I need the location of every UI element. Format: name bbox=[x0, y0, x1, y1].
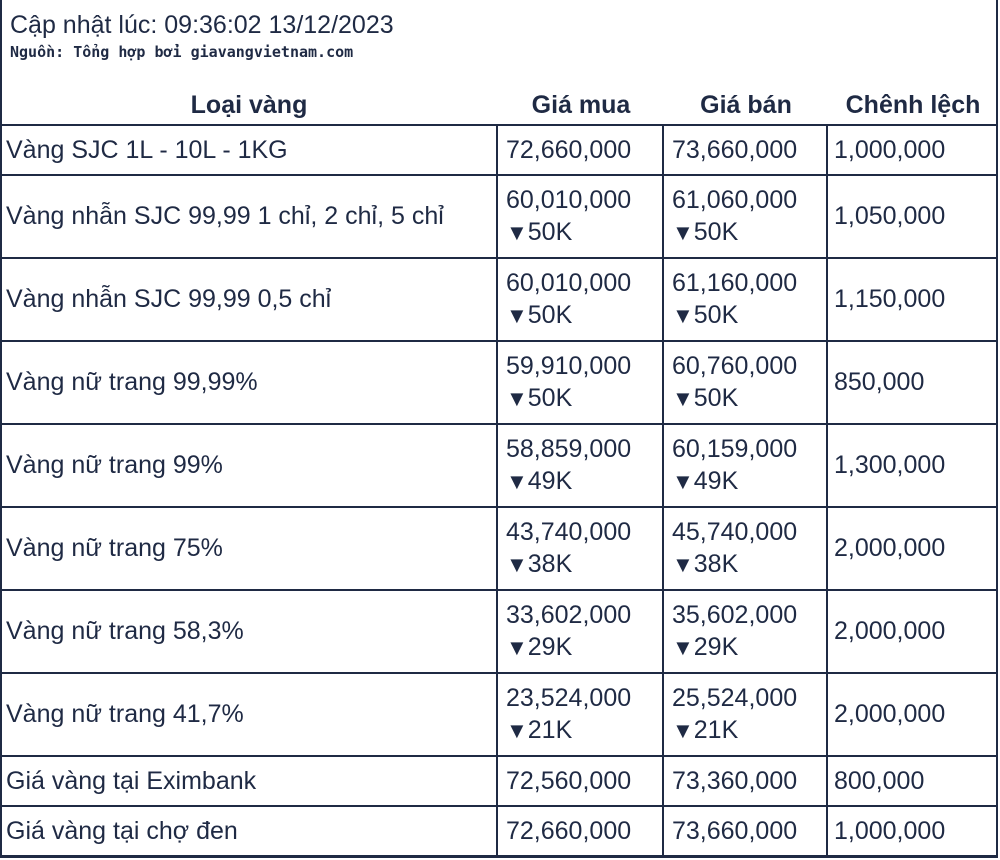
sell-price-cell bbox=[664, 508, 828, 591]
sell-price-value: 35,602,000 bbox=[672, 601, 798, 629]
buy-change bbox=[506, 465, 656, 498]
table-row bbox=[0, 508, 998, 591]
buy-change-value: 50K bbox=[527, 218, 573, 246]
buy-price-value: 59,910,000 bbox=[506, 352, 632, 380]
down-triangle-icon: ▼ bbox=[506, 718, 528, 743]
sell-change bbox=[672, 714, 820, 747]
sell-price-value: 25,524,000 bbox=[672, 684, 798, 712]
header bbox=[10, 8, 394, 62]
source-note: Nguồn: Tổng hợp bởi giavangvietnam.com bbox=[10, 43, 354, 61]
down-triangle-icon: ▼ bbox=[672, 469, 694, 494]
table-row bbox=[0, 124, 998, 176]
gold-type-cell: Vàng nhẫn SJC 99,99 1 chỉ, 2 chỉ, 5 chỉ bbox=[0, 176, 498, 259]
buy-price-value: 72,660,000 bbox=[506, 817, 632, 845]
buy-change-value: 29K bbox=[527, 633, 573, 661]
buy-price-cell bbox=[498, 176, 664, 259]
col-header-diff: Chênh lệch bbox=[845, 90, 981, 119]
buy-price-cell bbox=[498, 591, 664, 674]
sell-change bbox=[672, 299, 820, 332]
sell-change-value: 29K bbox=[693, 633, 739, 661]
buy-price-cell bbox=[498, 259, 664, 342]
table-row bbox=[0, 342, 998, 425]
col-header-buy: Giá mua bbox=[531, 90, 631, 119]
buy-price-cell bbox=[498, 124, 664, 176]
sell-price-cell bbox=[664, 176, 828, 259]
price-diff-cell: 1,000,000 bbox=[828, 124, 998, 176]
sell-price-value: 73,660,000 bbox=[672, 817, 798, 845]
buy-price-value: 60,010,000 bbox=[506, 186, 632, 214]
price-diff-cell: 1,050,000 bbox=[828, 176, 998, 259]
table-body bbox=[0, 124, 998, 857]
down-triangle-icon: ▼ bbox=[506, 220, 528, 245]
buy-change bbox=[506, 548, 656, 581]
sell-price-value: 73,360,000 bbox=[672, 767, 798, 795]
price-diff-cell: 2,000,000 bbox=[828, 591, 998, 674]
buy-price-value: 23,524,000 bbox=[506, 684, 632, 712]
sell-price-value: 73,660,000 bbox=[672, 136, 798, 164]
price-diff-cell: 850,000 bbox=[828, 342, 998, 425]
price-diff-cell: 2,000,000 bbox=[828, 508, 998, 591]
table-row bbox=[0, 757, 998, 807]
price-diff-cell: 2,000,000 bbox=[828, 674, 998, 757]
buy-price-cell bbox=[498, 508, 664, 591]
gold-price-table bbox=[0, 86, 998, 857]
buy-change bbox=[506, 714, 656, 747]
sell-price-cell bbox=[664, 259, 828, 342]
buy-price-value: 33,602,000 bbox=[506, 601, 632, 629]
sell-price-cell bbox=[664, 124, 828, 176]
down-triangle-icon: ▼ bbox=[672, 303, 694, 328]
gold-type-cell: Vàng nữ trang 58,3% bbox=[0, 591, 498, 674]
gold-type-cell: Vàng nhẫn SJC 99,99 0,5 chỉ bbox=[0, 259, 498, 342]
gold-type-cell: Vàng nữ trang 99% bbox=[0, 425, 498, 508]
buy-price-cell bbox=[498, 757, 664, 807]
buy-change-value: 50K bbox=[527, 301, 573, 329]
down-triangle-icon: ▼ bbox=[672, 635, 694, 660]
price-diff-cell: 1,300,000 bbox=[828, 425, 998, 508]
gold-type-cell: Vàng SJC 1L - 10L - 1KG bbox=[0, 124, 498, 176]
sell-price-value: 61,160,000 bbox=[672, 269, 798, 297]
down-triangle-icon: ▼ bbox=[672, 386, 694, 411]
sell-price-cell bbox=[664, 757, 828, 807]
price-diff-cell: 1,000,000 bbox=[828, 807, 998, 857]
sell-change-value: 21K bbox=[693, 716, 739, 744]
sell-price-value: 60,760,000 bbox=[672, 352, 798, 380]
price-diff-cell: 1,150,000 bbox=[828, 259, 998, 342]
col-header-sell: Giá bán bbox=[700, 90, 792, 119]
buy-price-value: 58,859,000 bbox=[506, 435, 632, 463]
buy-price-cell bbox=[498, 674, 664, 757]
down-triangle-icon: ▼ bbox=[672, 718, 694, 743]
buy-change-value: 49K bbox=[527, 467, 573, 495]
gold-type-cell: Vàng nữ trang 99,99% bbox=[0, 342, 498, 425]
sell-change-value: 50K bbox=[693, 384, 739, 412]
buy-price-value: 72,560,000 bbox=[506, 767, 632, 795]
sell-price-cell bbox=[664, 591, 828, 674]
buy-change-value: 38K bbox=[527, 550, 573, 578]
buy-change bbox=[506, 216, 656, 249]
down-triangle-icon: ▼ bbox=[506, 635, 528, 660]
sell-change bbox=[672, 631, 820, 664]
buy-change-value: 50K bbox=[527, 384, 573, 412]
buy-change-value: 21K bbox=[527, 716, 573, 744]
buy-price-value: 43,740,000 bbox=[506, 518, 632, 546]
sell-change bbox=[672, 465, 820, 498]
table-row bbox=[0, 674, 998, 757]
buy-price-cell bbox=[498, 807, 664, 857]
sell-price-value: 60,159,000 bbox=[672, 435, 798, 463]
table-row bbox=[0, 425, 998, 508]
table-row bbox=[0, 259, 998, 342]
table-row bbox=[0, 591, 998, 674]
sell-change bbox=[672, 216, 820, 249]
gold-type-cell: Giá vàng tại Eximbank bbox=[0, 757, 498, 807]
down-triangle-icon: ▼ bbox=[672, 220, 694, 245]
buy-price-value: 60,010,000 bbox=[506, 269, 632, 297]
sell-price-cell bbox=[664, 807, 828, 857]
gold-type-cell: Vàng nữ trang 75% bbox=[0, 508, 498, 591]
sell-price-cell bbox=[664, 425, 828, 508]
sell-change-value: 50K bbox=[693, 218, 739, 246]
sell-price-value: 45,740,000 bbox=[672, 518, 798, 546]
updated-time: Cập nhật lúc: 09:36:02 13/12/2023 bbox=[10, 11, 394, 39]
table-row bbox=[0, 807, 998, 857]
buy-price-value: 72,660,000 bbox=[506, 136, 632, 164]
sell-change bbox=[672, 548, 820, 581]
sell-price-cell bbox=[664, 342, 828, 425]
down-triangle-icon: ▼ bbox=[506, 386, 528, 411]
table-row bbox=[0, 176, 998, 259]
down-triangle-icon: ▼ bbox=[506, 552, 528, 577]
sell-change-value: 38K bbox=[693, 550, 739, 578]
sell-change-value: 50K bbox=[693, 301, 739, 329]
buy-price-cell bbox=[498, 425, 664, 508]
down-triangle-icon: ▼ bbox=[506, 469, 528, 494]
buy-change bbox=[506, 382, 656, 415]
price-diff-cell: 800,000 bbox=[828, 757, 998, 807]
sell-change bbox=[672, 382, 820, 415]
sell-price-cell bbox=[664, 674, 828, 757]
buy-change bbox=[506, 299, 656, 332]
table-header-row bbox=[0, 86, 998, 124]
sell-price-value: 61,060,000 bbox=[672, 186, 798, 214]
down-triangle-icon: ▼ bbox=[672, 552, 694, 577]
sell-change-value: 49K bbox=[693, 467, 739, 495]
col-header-type: Loại vàng bbox=[190, 90, 308, 119]
buy-change bbox=[506, 631, 656, 664]
gold-type-cell: Giá vàng tại chợ đen bbox=[0, 807, 498, 857]
down-triangle-icon: ▼ bbox=[506, 303, 528, 328]
buy-price-cell bbox=[498, 342, 664, 425]
gold-type-cell: Vàng nữ trang 41,7% bbox=[0, 674, 498, 757]
